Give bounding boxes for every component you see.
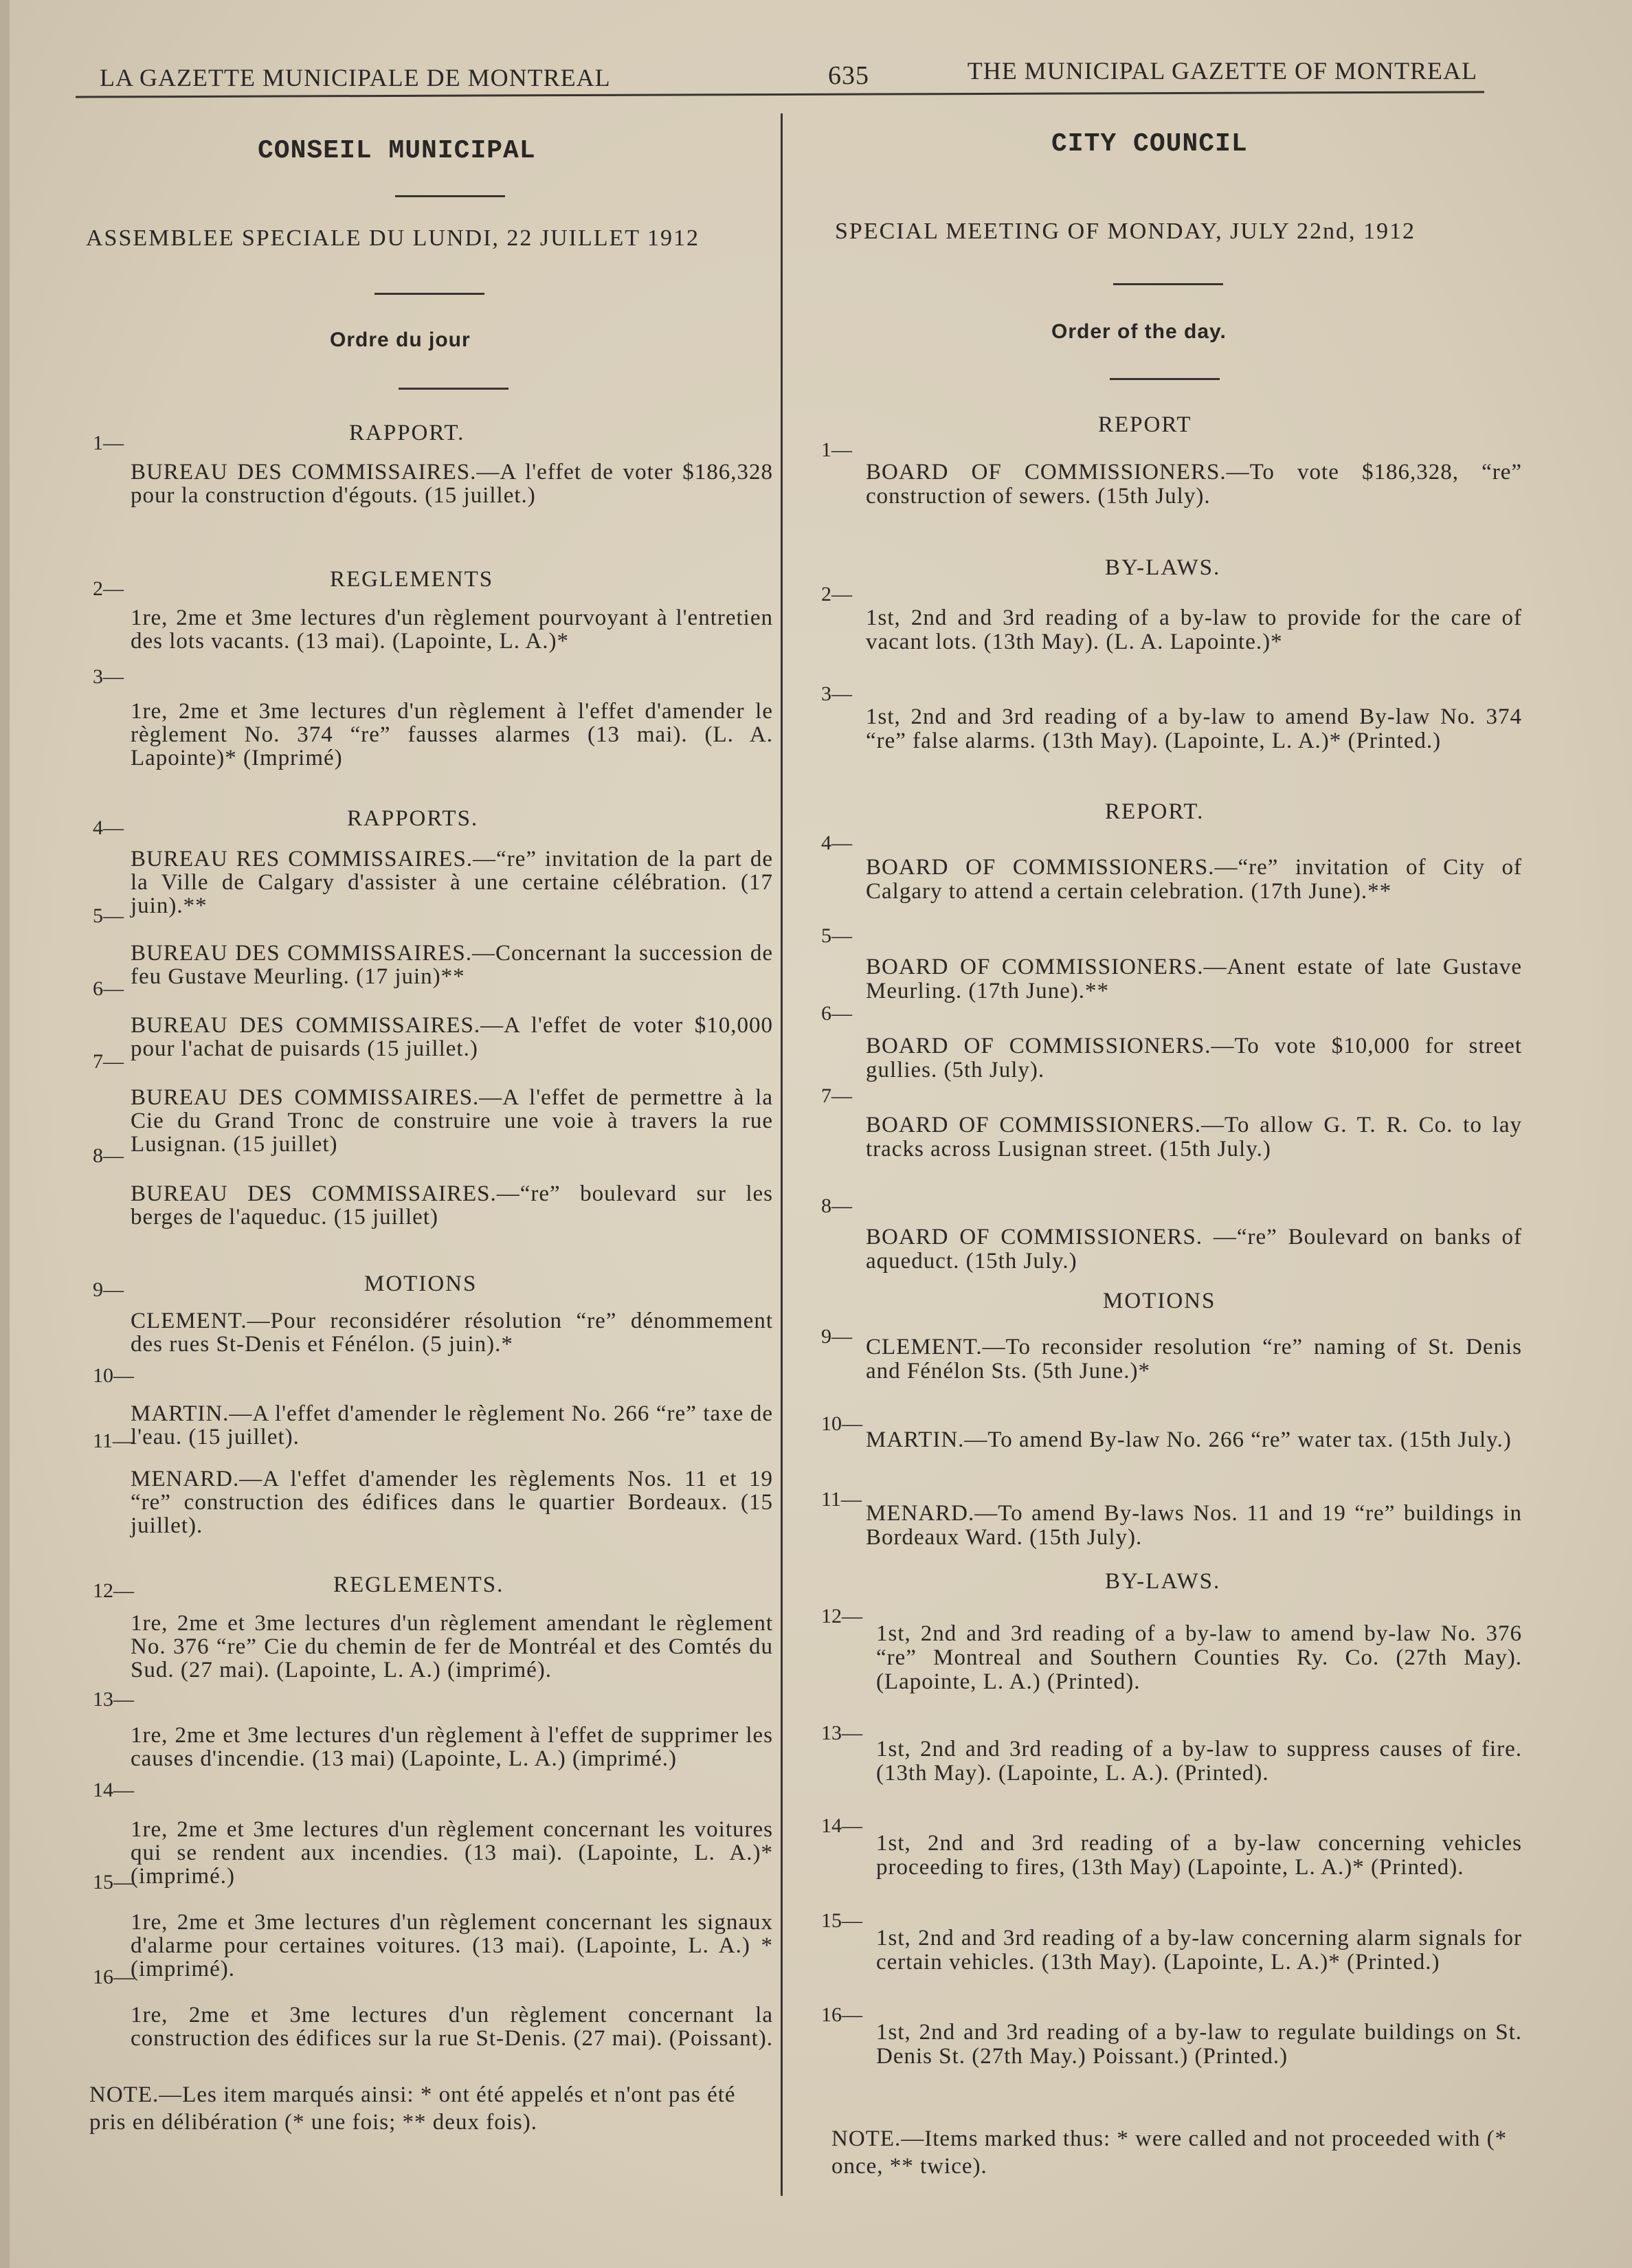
agenda-item: MARTIN.—A l'effet d'amender le règlement No. 266 “re” taxe de l'eau. (15 juillet).: [131, 1401, 773, 1449]
item-number: 12—: [93, 1579, 134, 1602]
item-number: 5—: [821, 924, 852, 947]
section-heading: RAPPORT.: [349, 421, 465, 445]
section-heading: REGLEMENTS: [330, 567, 494, 592]
agenda-item: 1st, 2nd and 3rd reading of a by-law to regulate buildings on St. Denis St. (27th May.) Poissant.) (Printed.): [876, 2020, 1522, 2069]
item-number: 7—: [821, 1085, 852, 1107]
english-meeting-heading: SPECIAL MEETING OF MONDAY, JULY 22nd, 1912: [835, 219, 1416, 244]
item-number: 11—: [93, 1430, 133, 1452]
french-order-of-day: Ordre du jour: [330, 329, 471, 351]
item-number: 6—: [821, 1002, 852, 1025]
agenda-item: 1re, 2me et 3me lectures d'un règlement pourvoyant à l'entretien des lots vacants. (13 mai). (Lapointe, L. A.)*: [131, 605, 773, 654]
agenda-item: CLEMENT.—To reconsider resolution “re” naming of St. Denis and Fénélon Sts. (5th June.)*: [866, 1335, 1522, 1383]
agenda-item: 1st, 2nd and 3rd reading of a by-law to provide for the care of vacant lots. (13th May). (L. A. Lapointe.)*: [866, 605, 1522, 654]
item-number: 12—: [821, 1605, 862, 1627]
item-number: 5—: [93, 904, 124, 927]
agenda-item: BUREAU DES COMMISSAIRES.—“re” boulevard sur les berges de l'aqueduc. (15 juillet): [131, 1181, 773, 1230]
section-heading: REPORT.: [1105, 799, 1205, 824]
item-number: 4—: [821, 832, 852, 854]
item-number: 7—: [93, 1050, 124, 1073]
agenda-item: 1re, 2me et 3me lectures d'un règlement à l'effet d'amender le règlement No. 374 “re” fausses alarmes (13 mai). (L. A. Lapointe)* (Imprimé): [131, 699, 773, 770]
agenda-item: 1st, 2nd and 3rd reading of a by-law concerning vehicles proceeding to fires, (13th May) (Lapointe, L. A.)* (Printed).: [876, 1831, 1522, 1880]
agenda-item: MENARD.—A l'effet d'amender les règlements Nos. 11 et 19 “re” construction des édifices dans le quartier Bordeaux. (15 juillet).: [131, 1467, 773, 1538]
meeting-rule: [375, 293, 484, 295]
section-heading: RAPPORTS.: [347, 806, 479, 831]
section-heading: MOTIONS: [364, 1271, 478, 1296]
item-number: 8—: [93, 1144, 124, 1167]
header-english-title: THE MUNICIPAL GAZETTE OF MONTREAL: [967, 57, 1477, 85]
agenda-item: 1st, 2nd and 3rd reading of a by-law concerning alarm signals for certain vehicles. (13th May). (Lapointe, L. A.)* (Printed.): [876, 1926, 1522, 1975]
agenda-item: BOARD OF COMMISSIONERS.—Anent estate of late Gustave Meurling. (17th June).**: [866, 955, 1522, 1003]
agenda-item: BUREAU DES COMMISSAIRES.—A l'effet de voter $10,000 pour l'achat de puisards (15 juillet.): [131, 1013, 773, 1061]
agenda-item: BUREAU DES COMMISSAIRES.—A l'effet de voter $186,328 pour la construction d'égouts. (15 juillet.): [131, 460, 773, 508]
item-number: 10—: [821, 1412, 862, 1435]
agenda-item: BOARD OF COMMISSIONERS. —“re” Boulevard on banks of aqueduct. (15th July.): [866, 1225, 1522, 1274]
english-column-title: CITY COUNCIL: [1051, 129, 1248, 159]
section-heading: MOTIONS: [1103, 1289, 1216, 1313]
french-meeting-heading: ASSEMBLEE SPECIALE DU LUNDI, 22 JUILLET 1912: [86, 225, 700, 251]
agenda-item: BUREAU DES COMMISSAIRES.—Concernant la succession de feu Gustave Meurling. (17 juin)**: [131, 941, 773, 989]
agenda-item: BOARD OF COMMISSIONERS.—To allow G. T. R. Co. to lay tracks across Lusignan street. (15th July.): [866, 1113, 1522, 1161]
order-rule: [399, 388, 508, 390]
french-column-title: CONSEIL MUNICIPAL: [258, 136, 536, 166]
agenda-item: 1re, 2me et 3me lectures d'un règlement concernant les signaux d'alarme pour certaines voitures. (13 mai). (Lapointe, L. A.) * (imprimé).: [131, 1910, 773, 1981]
item-number: 9—: [821, 1325, 852, 1348]
item-number: 13—: [821, 1722, 862, 1744]
page-number: 635: [828, 61, 869, 90]
agenda-item: 1re, 2me et 3me lectures d'un règlement concernant la construction des édifices sur la rue St-Denis. (27 mai). (Poissant).: [131, 2003, 773, 2051]
agenda-item: MENARD.—To amend By-laws Nos. 11 and 19 “re” buildings in Bordeaux Ward. (15th July).: [866, 1501, 1522, 1550]
item-number: 14—: [821, 1814, 862, 1837]
agenda-item: BOARD OF COMMISSIONERS.—“re” invitation of City of Calgary to attend a certain celebration. (17th June).**: [866, 855, 1522, 904]
english-order-of-day: Order of the day.: [1051, 320, 1227, 343]
item-number: 2—: [821, 583, 852, 605]
agenda-item: BOARD OF COMMISSIONERS.—To vote $186,328, “re” construction of sewers. (15th July).: [866, 460, 1522, 509]
item-number: 16—: [93, 1966, 134, 1988]
agenda-item: MARTIN.—To amend By-law No. 266 “re” water tax. (15th July.): [866, 1427, 1512, 1452]
agenda-item: 1st, 2nd and 3rd reading of a by-law to amend by-law No. 376 “re” Montreal and Southern Counties Ry. Co. (27th May). (Lapointe, L. A.) (Printed).: [876, 1621, 1522, 1694]
section-heading: BY-LAWS.: [1105, 555, 1221, 580]
agenda-item: BOARD OF COMMISSIONERS.—To vote $10,000 for street gullies. (5th July).: [866, 1034, 1522, 1082]
agenda-item: 1re, 2me et 3me lectures d'un règlement amendant le règlement No. 376 “re” Cie du chemin de fer de Montréal et des Comtés du Sud. (27 mai). (Lapointe, L. A.) (imprimé).: [131, 1611, 773, 1682]
section-heading: REGLEMENTS.: [333, 1572, 504, 1597]
agenda-item: 1re, 2me et 3me lectures d'un règlement à l'effet de supprimer les causes d'incendie. (13 mai) (Lapointe, L. A.) (imprimé.): [131, 1723, 773, 1771]
item-number: 15—: [93, 1871, 134, 1893]
item-number: 3—: [821, 682, 852, 705]
agenda-item: BUREAU DES COMMISSAIRES.—A l'effet de permettre à la Cie du Grand Tronc de construire une voie à travers la rue Lusignan. (15 juillet): [131, 1085, 773, 1157]
item-number: 1—: [93, 432, 124, 454]
item-number: 16—: [821, 2003, 862, 2026]
section-heading: REPORT: [1098, 412, 1192, 437]
item-number: 4—: [93, 816, 124, 839]
column-divider: [781, 113, 783, 2196]
item-number: 14—: [93, 1779, 134, 1801]
item-number: 9—: [93, 1278, 124, 1301]
agenda-item: 1re, 2me et 3me lectures d'un règlement concernant les voitures qui se rendent aux incendies. (13 mai). (Lapointe, L. A.)* (imprimé.): [131, 1817, 773, 1889]
item-number: 8—: [821, 1194, 852, 1217]
item-number: 11—: [821, 1488, 862, 1511]
item-number: 15—: [821, 1909, 862, 1932]
agenda-item: 1st, 2nd and 3rd reading of a by-law to amend By-law No. 374 “re” false alarms. (13th May). (Lapointe, L. A.)* (Printed.): [866, 704, 1522, 753]
item-number: 2—: [93, 577, 124, 600]
section-heading: BY-LAWS.: [1105, 1569, 1221, 1594]
agenda-item: BUREAU RES COMMISSAIRES.—“re” invitation de la part de la Ville de Calgary d'assister à une certaine célébration. (17 juin).**: [131, 847, 773, 918]
item-number: 10—: [93, 1364, 134, 1387]
meeting-rule: [1113, 283, 1223, 285]
order-rule: [1110, 378, 1220, 380]
french-note: NOTE.—Les item marqués ainsi: * ont été appelés et n'ont pas été pris en délibération (* une fois; ** deux fois).: [89, 2082, 736, 2135]
agenda-item: CLEMENT.—Pour reconsidérer résolution “re” dénommement des rues St-Denis et Fénélon. (5 juin).*: [131, 1309, 773, 1357]
item-number: 1—: [821, 438, 852, 461]
item-number: 6—: [93, 977, 124, 1000]
header-french-title: LA GAZETTE MUNICIPALE DE MONTREAL: [100, 64, 611, 91]
english-note: NOTE.—Items marked thus: * were called and not proceeded with (* once, ** twice).: [831, 2126, 1508, 2179]
item-number: 3—: [93, 665, 124, 688]
agenda-item: 1st, 2nd and 3rd reading of a by-law to suppress causes of fire. (13th May). (Lapointe, L. A.). (Printed).: [876, 1737, 1522, 1786]
item-number: 13—: [93, 1688, 134, 1711]
title-rule: [395, 195, 505, 197]
